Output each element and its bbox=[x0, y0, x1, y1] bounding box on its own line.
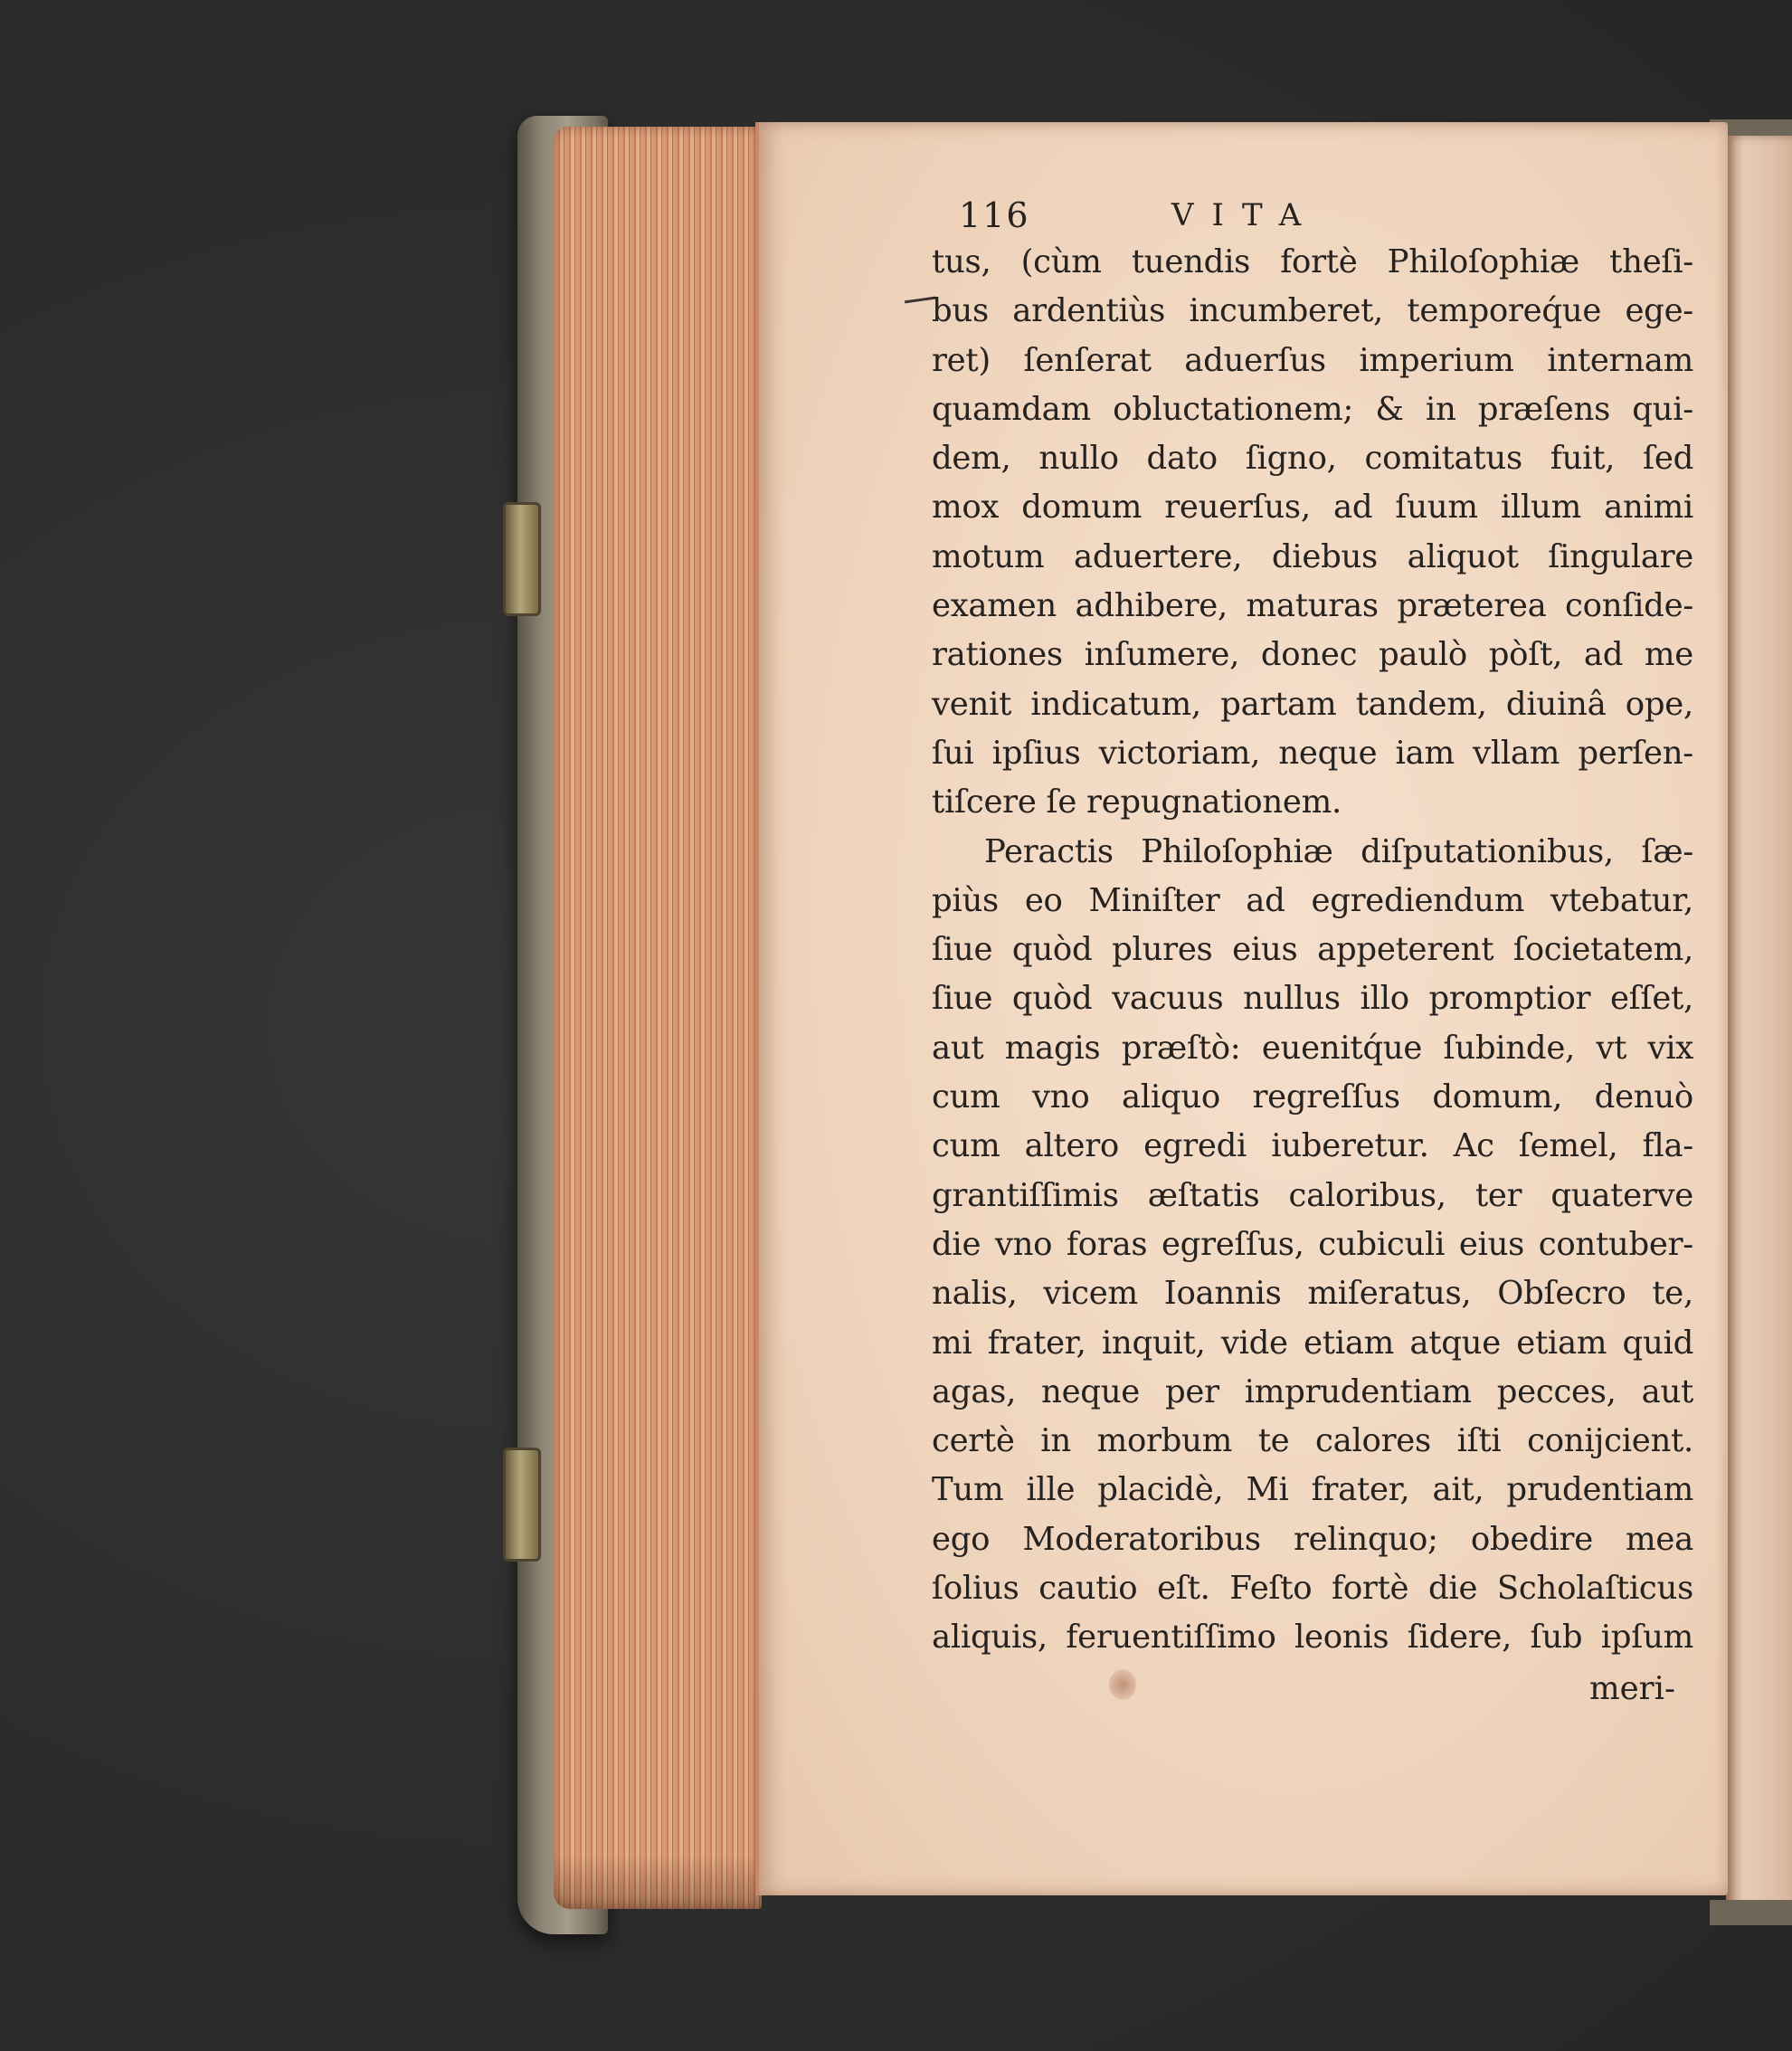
facing-cover-bottom bbox=[1710, 1900, 1792, 1925]
text-line-8: examen adhibere, maturas præterea conſide- bbox=[932, 587, 1693, 625]
text-line-9: rationes inſumere, donec paulò pòſt, ad me bbox=[932, 636, 1693, 674]
text-line-21: die vno foras egreſſus, cubiculi eius contuber- bbox=[932, 1225, 1693, 1263]
running-head-title: VITA bbox=[1171, 197, 1320, 233]
text-line-23: mi frater, inquit, vide etiam atque etiam quid bbox=[932, 1324, 1693, 1362]
text-line-12: tiſcere ſe repugnationem. bbox=[932, 783, 1342, 821]
text-line-15: ſiue quòd plures eius appeterent ſocietatem, bbox=[932, 931, 1693, 969]
running-head bbox=[932, 185, 1693, 238]
text-line-17: aut magis præſtò: euenitq́ue ſubinde, vt vix bbox=[932, 1029, 1693, 1067]
catchword: meri- bbox=[1589, 1669, 1675, 1707]
text-line-7: motum aduertere, diebus aliquot ſingulare bbox=[932, 537, 1693, 575]
page-number: 116 bbox=[959, 195, 1030, 235]
text-line-16: ſiue quòd vacuus nullus illo promptior eſſet, bbox=[932, 980, 1693, 1018]
page-gutter-edge bbox=[755, 122, 759, 1895]
facing-page-edge bbox=[1726, 136, 1792, 1909]
text-line-2: bus ardentiùs incumberet, temporeq́ue ege- bbox=[932, 292, 1693, 330]
text-line-10: venit indicatum, partam tandem, diuinâ ope, bbox=[932, 685, 1693, 723]
book-clasp-bottom bbox=[503, 1448, 541, 1562]
text-line-20: grantiſſimis æſtatis caloribus, ter quaterve bbox=[932, 1176, 1693, 1214]
text-line-24: agas, neque per imprudentiam pecces, aut bbox=[932, 1372, 1693, 1410]
page-text-block bbox=[932, 185, 1693, 1714]
text-line-18: cum vno aliquo regreſſus domum, denuò bbox=[932, 1078, 1693, 1116]
text-line-14: piùs eo Miniſter ad egrediendum vtebatur, bbox=[932, 881, 1693, 919]
text-line-13: Peractis Philoſophiæ diſputationibus, ſæ- bbox=[984, 832, 1693, 870]
text-line-26: Tum ille placidè, Mi frater, ait, prudentiam bbox=[932, 1471, 1693, 1509]
text-line-4: quamdam obluctationem; & in præſens qui- bbox=[932, 390, 1693, 428]
text-line-1: tus, (cùm tuendis fortè Philoſophiæ theſi- bbox=[932, 243, 1693, 280]
text-line-22: nalis, vicem Ioannis miſeratus, Obſecro te, bbox=[932, 1275, 1693, 1313]
stacked-page-edges bbox=[554, 127, 762, 1909]
text-line-11: ſui ipſius victoriam, neque iam vllam perſen- bbox=[932, 734, 1693, 772]
text-line-28: ſolius cautio eſt. Feſto fortè die Scholaſticus bbox=[932, 1570, 1693, 1608]
text-line-6: mox domum reuerſus, ad ſuum illum animi bbox=[932, 489, 1693, 527]
text-line-19: cum altero egredi iuberetur. Ac ſemel, fla- bbox=[932, 1127, 1693, 1165]
text-line-27: ego Moderatoribus relinquo; obedire mea bbox=[932, 1520, 1693, 1558]
book-clasp-top bbox=[503, 502, 541, 616]
text-line-29: aliquis, feruentiſſimo leonis ſidere, ſub ipſum bbox=[932, 1619, 1693, 1657]
text-line-3: ret) ſenſerat aduerſus imperium internam bbox=[932, 341, 1693, 379]
text-line-25: certè in morbum te calores iſti conijcient. bbox=[932, 1422, 1693, 1460]
text-line-5: dem, nullo dato ſigno, comitatus fuit, ſed bbox=[932, 440, 1693, 478]
